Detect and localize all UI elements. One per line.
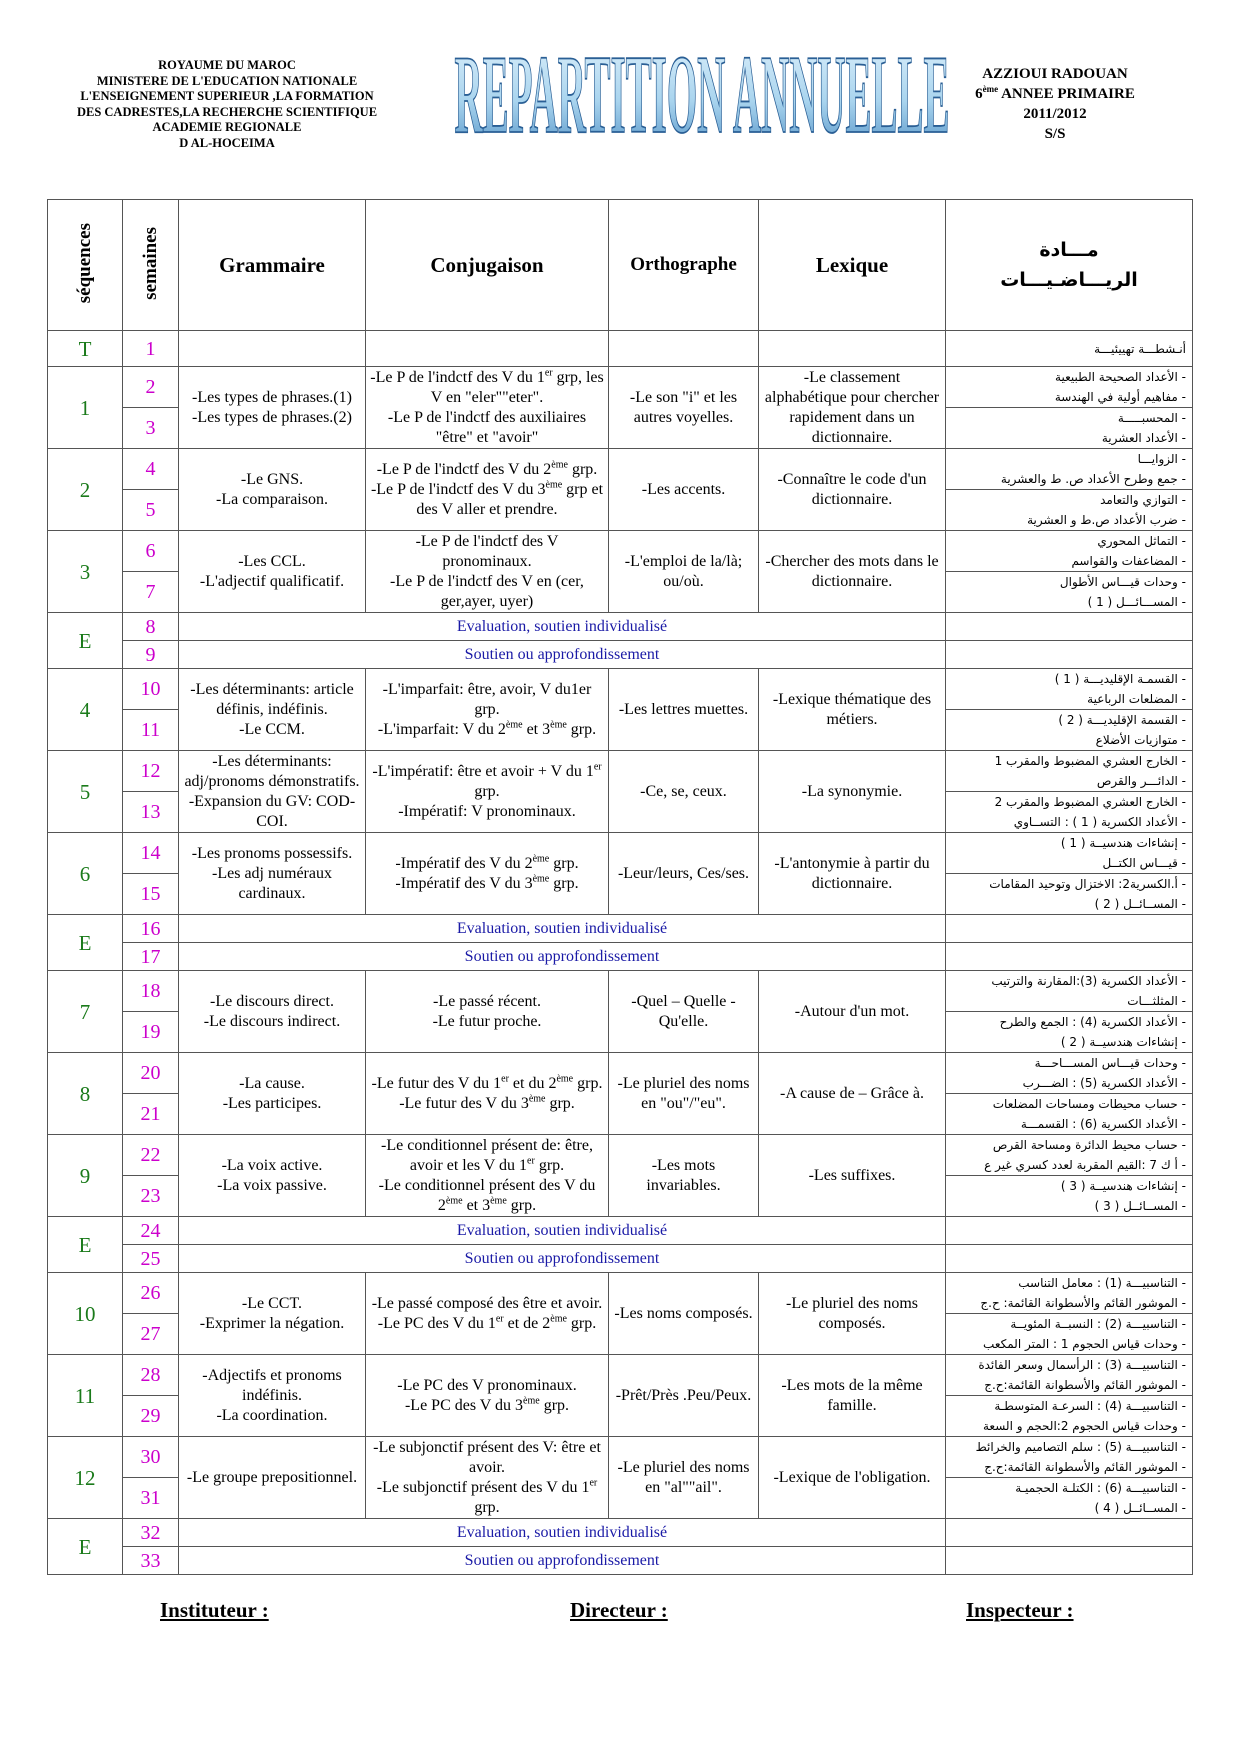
week-cell: 27 xyxy=(123,1314,179,1355)
orthographe-cell: -Les mots invariables. xyxy=(609,1135,759,1217)
header-line: D AL-HOCEIMA xyxy=(179,135,275,150)
table-body xyxy=(48,331,1193,1575)
orthographe-cell: -L'emploi de la/là; ou/où. xyxy=(609,531,759,613)
week-cell: 32 xyxy=(123,1519,179,1547)
teacher-header xyxy=(940,64,1170,144)
sequence-cell: 7 xyxy=(48,971,123,1053)
maths-cell: - وحدات قيـــاس المســـاحـــة - الأعداد الكسرية (5) : الضـــرب xyxy=(946,1053,1193,1094)
column-header-maths: مـــادة الريـــاضـيـــات xyxy=(946,200,1193,331)
signature-directeur: Directeur : xyxy=(570,1598,668,1622)
week-cell: 25 xyxy=(123,1245,179,1273)
lexique-cell: -Le pluriel des noms composés. xyxy=(759,1273,946,1355)
empty-cell xyxy=(946,1217,1193,1245)
conjugaison-cell: -Le passé récent. -Le futur proche. xyxy=(366,971,609,1053)
orthographe-cell: -Les lettres muettes. xyxy=(609,669,759,751)
soutien-cell: Soutien ou approfondissement xyxy=(179,943,946,971)
maths-cell: - القسمـة الإقليديـــة ( 1 ) - المضلعات الرباعية xyxy=(946,669,1193,710)
empty-cell xyxy=(946,1547,1193,1575)
header-line: ROYAUME DU MAROC xyxy=(158,58,296,72)
maths-cell: - التوازي والتعامد - ضرب الأعداد ص.ط و العشرية xyxy=(946,490,1193,531)
week-cell: 4 xyxy=(123,449,179,490)
grammaire-cell: -Les types de phrases.(1) -Les types de phrases.(2) xyxy=(179,367,366,449)
column-header-grammaire: Grammaire xyxy=(179,200,366,331)
maths-cell: - التناسبيـــة (4) : السرعـة المتوسطـة - وحدات قياس الحجوم 2:الحجم و السعة xyxy=(946,1396,1193,1437)
lexique-cell: -Lexique de l'obligation. xyxy=(759,1437,946,1519)
sequence-cell: 4 xyxy=(48,669,123,751)
sequence-cell: 11 xyxy=(48,1355,123,1437)
evaluation-row xyxy=(48,613,1193,641)
week-cell: 13 xyxy=(123,792,179,833)
lexique-cell: -Le classement alphabétique pour chercher rapidement dans un dictionnaire. xyxy=(759,367,946,449)
conjugaison-cell: -Impératif des V du 2ème grp. -Impératif des V du 3ème grp. xyxy=(366,833,609,915)
week-cell: 12 xyxy=(123,751,179,792)
conjugaison-cell: -Le P de l'indctf des V du 2ème grp. -Le P de l'indctf des V du 3ème grp et des V aller et prendre. xyxy=(366,449,609,531)
maths-cell: - الخارج العشري المضبوط والمقرب 1 - الدائـــر والقرص xyxy=(946,751,1193,792)
lexique-cell: -La synonymie. xyxy=(759,751,946,833)
annual-plan-table xyxy=(47,199,1193,1575)
conjugaison-cell: -Le P de l'indctf des V du 1er grp, les V en "eler""eter". -Le P de l'indctf des auxiliaires "être" et "avoir" xyxy=(366,367,609,449)
week-cell: 28 xyxy=(123,1355,179,1396)
sequence-cell: 3 xyxy=(48,531,123,613)
week-cell: 24 xyxy=(123,1217,179,1245)
week-cell: 33 xyxy=(123,1547,179,1575)
header-line: ACADEMIE REGIONALE xyxy=(152,120,302,134)
maths-cell: - أ.الكسرية2: الاختزال وتوحيد المقامات - المســائــل ( 2 ) xyxy=(946,874,1193,915)
conjugaison-cell: -Le subjonctif présent des V: être et avoir. -Le subjonctif présent des V du 1er grp. xyxy=(366,1437,609,1519)
sequence-cell: E xyxy=(48,915,123,971)
week-cell: 15 xyxy=(123,874,179,915)
table-row xyxy=(48,449,1193,490)
sequence-cell: 5 xyxy=(48,751,123,833)
lexique-cell: -L'antonymie à partir du dictionnaire. xyxy=(759,833,946,915)
header-line: MINISTERE DE L'EDUCATION NATIONALE xyxy=(96,73,358,88)
evaluation-row xyxy=(48,915,1193,943)
week-cell: 3 xyxy=(123,408,179,449)
conjugaison-cell: -L'impératif: être et avoir + V du 1er grp. -Impératif: V pronominaux. xyxy=(366,751,609,833)
week-cell: 10 xyxy=(123,669,179,710)
table-row xyxy=(48,1437,1193,1478)
maths-cell: - إنشاءات هندسيــة ( 3 ) - المســائــل ( 3 ) xyxy=(946,1176,1193,1217)
soutien-row xyxy=(48,1547,1193,1575)
sequence-cell: 9 xyxy=(48,1135,123,1217)
week-cell: 26 xyxy=(123,1273,179,1314)
week-cell: 29 xyxy=(123,1396,179,1437)
table-row xyxy=(48,1355,1193,1396)
maths-cell: - الزوايـــا - جمع وطرح الأعداد ص. ط والعشرية xyxy=(946,449,1193,490)
sequence-cell: 1 xyxy=(48,367,123,449)
evaluation-cell: Evaluation, soutien individualisé xyxy=(179,613,946,641)
table-row xyxy=(48,531,1193,572)
table-row xyxy=(48,751,1193,792)
maths-cell: - حساب محيط الدائرة ومساحة القرص - أ ك 7 :القيم المقربة لعدد كسري غير ع xyxy=(946,1135,1193,1176)
orthographe-cell: -Le pluriel des noms en "al""ail". xyxy=(609,1437,759,1519)
column-header-orthographe: Orthographe xyxy=(609,200,759,331)
lexique-cell: -A cause de – Grâce à. xyxy=(759,1053,946,1135)
sequence-cell: E xyxy=(48,613,123,669)
maths-cell: - التناسبيـــة (2) : النسبــة المئويــة - وحدات قياس الحجوم 1 : المتر المكعب xyxy=(946,1314,1193,1355)
grammaire-cell: -Les pronoms possessifs. -Les adj numéraux cardinaux. xyxy=(179,833,366,915)
lexique-cell: -Lexique thématique des métiers. xyxy=(759,669,946,751)
orthographe-cell: -Leur/leurs, Ces/ses. xyxy=(609,833,759,915)
maths-cell: - التناسبيـــة (6) : الكتلـة الحجميـة - المســائــل ( 4 ) xyxy=(946,1478,1193,1519)
grammaire-cell: -La cause. -Les participes. xyxy=(179,1053,366,1135)
soutien-cell: Soutien ou approfondissement xyxy=(179,1245,946,1273)
empty-cell xyxy=(759,331,946,367)
conjugaison-cell: -Le PC des V pronominaux. -Le PC des V du 3ème grp. xyxy=(366,1355,609,1437)
grammaire-cell: -Le discours direct. -Le discours indirect. xyxy=(179,971,366,1053)
orthographe-cell: -Le son "i" et les autres voyelles. xyxy=(609,367,759,449)
week-cell: 1 xyxy=(123,331,179,367)
week-cell: 14 xyxy=(123,833,179,874)
maths-cell: - حساب محيطات ومساحات المضلعات - الأعداد الكسرية (6) : القسمـــة xyxy=(946,1094,1193,1135)
soutien-row xyxy=(48,943,1193,971)
week-cell: 16 xyxy=(123,915,179,943)
sequence-cell: 2 xyxy=(48,449,123,531)
week-cell: 23 xyxy=(123,1176,179,1217)
conjugaison-cell: -Le P de l'indctf des V pronominaux. -Le P de l'indctf des V en (cer, ger,ayer, uyer) xyxy=(366,531,609,613)
week-cell: 19 xyxy=(123,1012,179,1053)
sequence-cell: 10 xyxy=(48,1273,123,1355)
table-row xyxy=(48,1135,1193,1176)
maths-cell: أنـشطـــة تهييئيـــة xyxy=(946,331,1193,367)
school-unit: S/S xyxy=(1044,126,1066,142)
maths-cell: - التماثل المحوري - المضاعفات والقواسم xyxy=(946,531,1193,572)
teacher-name: AZZIOUI RADOUAN xyxy=(982,66,1128,82)
maths-cell: - الأعداد الكسرية (4) : الجمع والطرح - إنشاءات هندسيــة ( 2 ) xyxy=(946,1012,1193,1053)
orthographe-cell: -Le pluriel des noms en "ou"/"eu". xyxy=(609,1053,759,1135)
soutien-row xyxy=(48,641,1193,669)
class-level: 6ème ANNEE PRIMAIRE xyxy=(975,84,1135,102)
soutien-cell: Soutien ou approfondissement xyxy=(179,1547,946,1575)
orthographe-cell: -Les accents. xyxy=(609,449,759,531)
empty-cell xyxy=(946,943,1193,971)
header-line: DES CADRESTES,LA RECHERCHE SCIENTIFIQUE xyxy=(76,104,378,119)
week-cell: 31 xyxy=(123,1478,179,1519)
orthographe-cell: -Ce, se, ceux. xyxy=(609,751,759,833)
week-cell: 30 xyxy=(123,1437,179,1478)
column-header-semaines: semaines xyxy=(123,200,179,331)
week-cell: 5 xyxy=(123,490,179,531)
lexique-cell: -Autour d'un mot. xyxy=(759,971,946,1053)
week-cell: 17 xyxy=(123,943,179,971)
school-year: 2011/2012 xyxy=(1023,106,1087,122)
institution-header xyxy=(62,58,392,151)
sequence-cell: 8 xyxy=(48,1053,123,1135)
empty-cell xyxy=(946,1245,1193,1273)
maths-cell: - التناسبيـــة (1) : معامل التناسب - الموشور القائم والأسطوانة القائمة: ح.ج xyxy=(946,1273,1193,1314)
header-line: L'ENSEIGNEMENT SUPERIEUR ,LA FORMATION xyxy=(80,89,374,103)
sequence-cell: 12 xyxy=(48,1437,123,1519)
evaluation-row xyxy=(48,1519,1193,1547)
lexique-cell: -Chercher des mots dans le dictionnaire. xyxy=(759,531,946,613)
conjugaison-cell: -Le futur des V du 1er et du 2ème grp. -Le futur des V du 3ème grp. xyxy=(366,1053,609,1135)
week-cell: 9 xyxy=(123,641,179,669)
maths-cell: - الأعداد الصحيحة الطبيعية - مفاهيم أولية في الهندسة xyxy=(946,367,1193,408)
empty-cell xyxy=(366,331,609,367)
empty-cell xyxy=(946,641,1193,669)
title-text: REPARTITION ANNUELLE xyxy=(454,33,950,155)
week-cell: 22 xyxy=(123,1135,179,1176)
week-cell: 2 xyxy=(123,367,179,408)
column-header-conjugaison: Conjugaison xyxy=(366,200,609,331)
grammaire-cell: -Le GNS. -La comparaison. xyxy=(179,449,366,531)
empty-cell xyxy=(609,331,759,367)
evaluation-cell: Evaluation, soutien individualisé xyxy=(179,1217,946,1245)
grammaire-cell: -Le groupe prepositionnel. xyxy=(179,1437,366,1519)
lexique-cell: -Les mots de la même famille. xyxy=(759,1355,946,1437)
grammaire-cell: -Les déterminants: adj/pronoms démonstratifs. -Expansion du GV: COD-COI. xyxy=(179,751,366,833)
maths-cell: - المحسبـــــة - الأعداد العشرية xyxy=(946,408,1193,449)
grammaire-cell: -Les CCL. -L'adjectif qualificatif. xyxy=(179,531,366,613)
table-row xyxy=(48,971,1193,1012)
week-cell: 7 xyxy=(123,572,179,613)
maths-cell: - الخارج العشري المضبوط والمقرب 2 - الأعداد الكسرية ( 1 ) : التســاوي xyxy=(946,792,1193,833)
signature-inspecteur: Inspecteur : xyxy=(966,1598,1074,1622)
empty-cell xyxy=(946,915,1193,943)
grammaire-cell: -Les déterminants: article définis, indéfinis. -Le CCM. xyxy=(179,669,366,751)
lexique-cell: -Les suffixes. xyxy=(759,1135,946,1217)
week-cell: 8 xyxy=(123,613,179,641)
maths-cell: - التناسبيـــة (5) : سلم التصاميم والخرائط - الموشور القائم والأسطوانة القائمة:ح.ج xyxy=(946,1437,1193,1478)
evaluation-row xyxy=(48,1217,1193,1245)
empty-cell xyxy=(946,613,1193,641)
soutien-cell: Soutien ou approfondissement xyxy=(179,641,946,669)
orthographe-cell: -Quel – Quelle - Qu'elle. xyxy=(609,971,759,1053)
sequence-cell: E xyxy=(48,1519,123,1575)
table-row xyxy=(48,1053,1193,1094)
sequence-cell: T xyxy=(48,331,123,367)
conjugaison-cell: -L'imparfait: être, avoir, V du1er grp. -L'imparfait: V du 2ème et 3ème grp. xyxy=(366,669,609,751)
table-row-intro xyxy=(48,331,1193,367)
maths-cell: - القسمة الإقليديـــة ( 2 ) - متوازيات الأضلاع xyxy=(946,710,1193,751)
maths-cell: - إنشاءات هندسيــة ( 1 ) - قيـــاس الكتــل xyxy=(946,833,1193,874)
conjugaison-cell: -Le passé composé des être et avoir. -Le PC des V du 1er et de 2ème grp. xyxy=(366,1273,609,1355)
grammaire-cell: -La voix active. -La voix passive. xyxy=(179,1135,366,1217)
table-row xyxy=(48,1273,1193,1314)
maths-cell: - الأعداد الكسرية (3):المقارنة والترتيب - المثلثـــات xyxy=(946,971,1193,1012)
signature-instituteur: Instituteur : xyxy=(160,1598,269,1622)
table-row xyxy=(48,833,1193,874)
table-row xyxy=(48,669,1193,710)
grammaire-cell: -Adjectifs et pronoms indéfinis. -La coordination. xyxy=(179,1355,366,1437)
soutien-row xyxy=(48,1245,1193,1273)
conjugaison-cell: -Le conditionnel présent de: être, avoir et les V du 1er grp. -Le conditionnel présent des V du 2ème et 3ème grp. xyxy=(366,1135,609,1217)
maths-cell: - وحدات قيـــاس الأطوال - المســـائـــل ( 1 ) xyxy=(946,572,1193,613)
column-header-lexique: Lexique xyxy=(759,200,946,331)
week-cell: 11 xyxy=(123,710,179,751)
orthographe-cell: -Les noms composés. xyxy=(609,1273,759,1355)
orthographe-cell: -Prêt/Près .Peu/Peux. xyxy=(609,1355,759,1437)
table-row xyxy=(48,367,1193,408)
week-cell: 21 xyxy=(123,1094,179,1135)
empty-cell xyxy=(946,1519,1193,1547)
week-cell: 6 xyxy=(123,531,179,572)
document-title xyxy=(450,20,955,155)
lexique-cell: -Connaître le code d'un dictionnaire. xyxy=(759,449,946,531)
sequence-cell: E xyxy=(48,1217,123,1273)
evaluation-cell: Evaluation, soutien individualisé xyxy=(179,915,946,943)
evaluation-cell: Evaluation, soutien individualisé xyxy=(179,1519,946,1547)
sequence-cell: 6 xyxy=(48,833,123,915)
column-header-sequences: séquences xyxy=(48,200,123,331)
grammaire-cell: -Le CCT. -Exprimer la négation. xyxy=(179,1273,366,1355)
week-cell: 20 xyxy=(123,1053,179,1094)
week-cell: 18 xyxy=(123,971,179,1012)
maths-cell: - التناسبيـــة (3) : الرأسمال وسعر الفائدة - الموشور القائم والأسطوانة القائمة:ح.ج xyxy=(946,1355,1193,1396)
empty-cell xyxy=(179,331,366,367)
